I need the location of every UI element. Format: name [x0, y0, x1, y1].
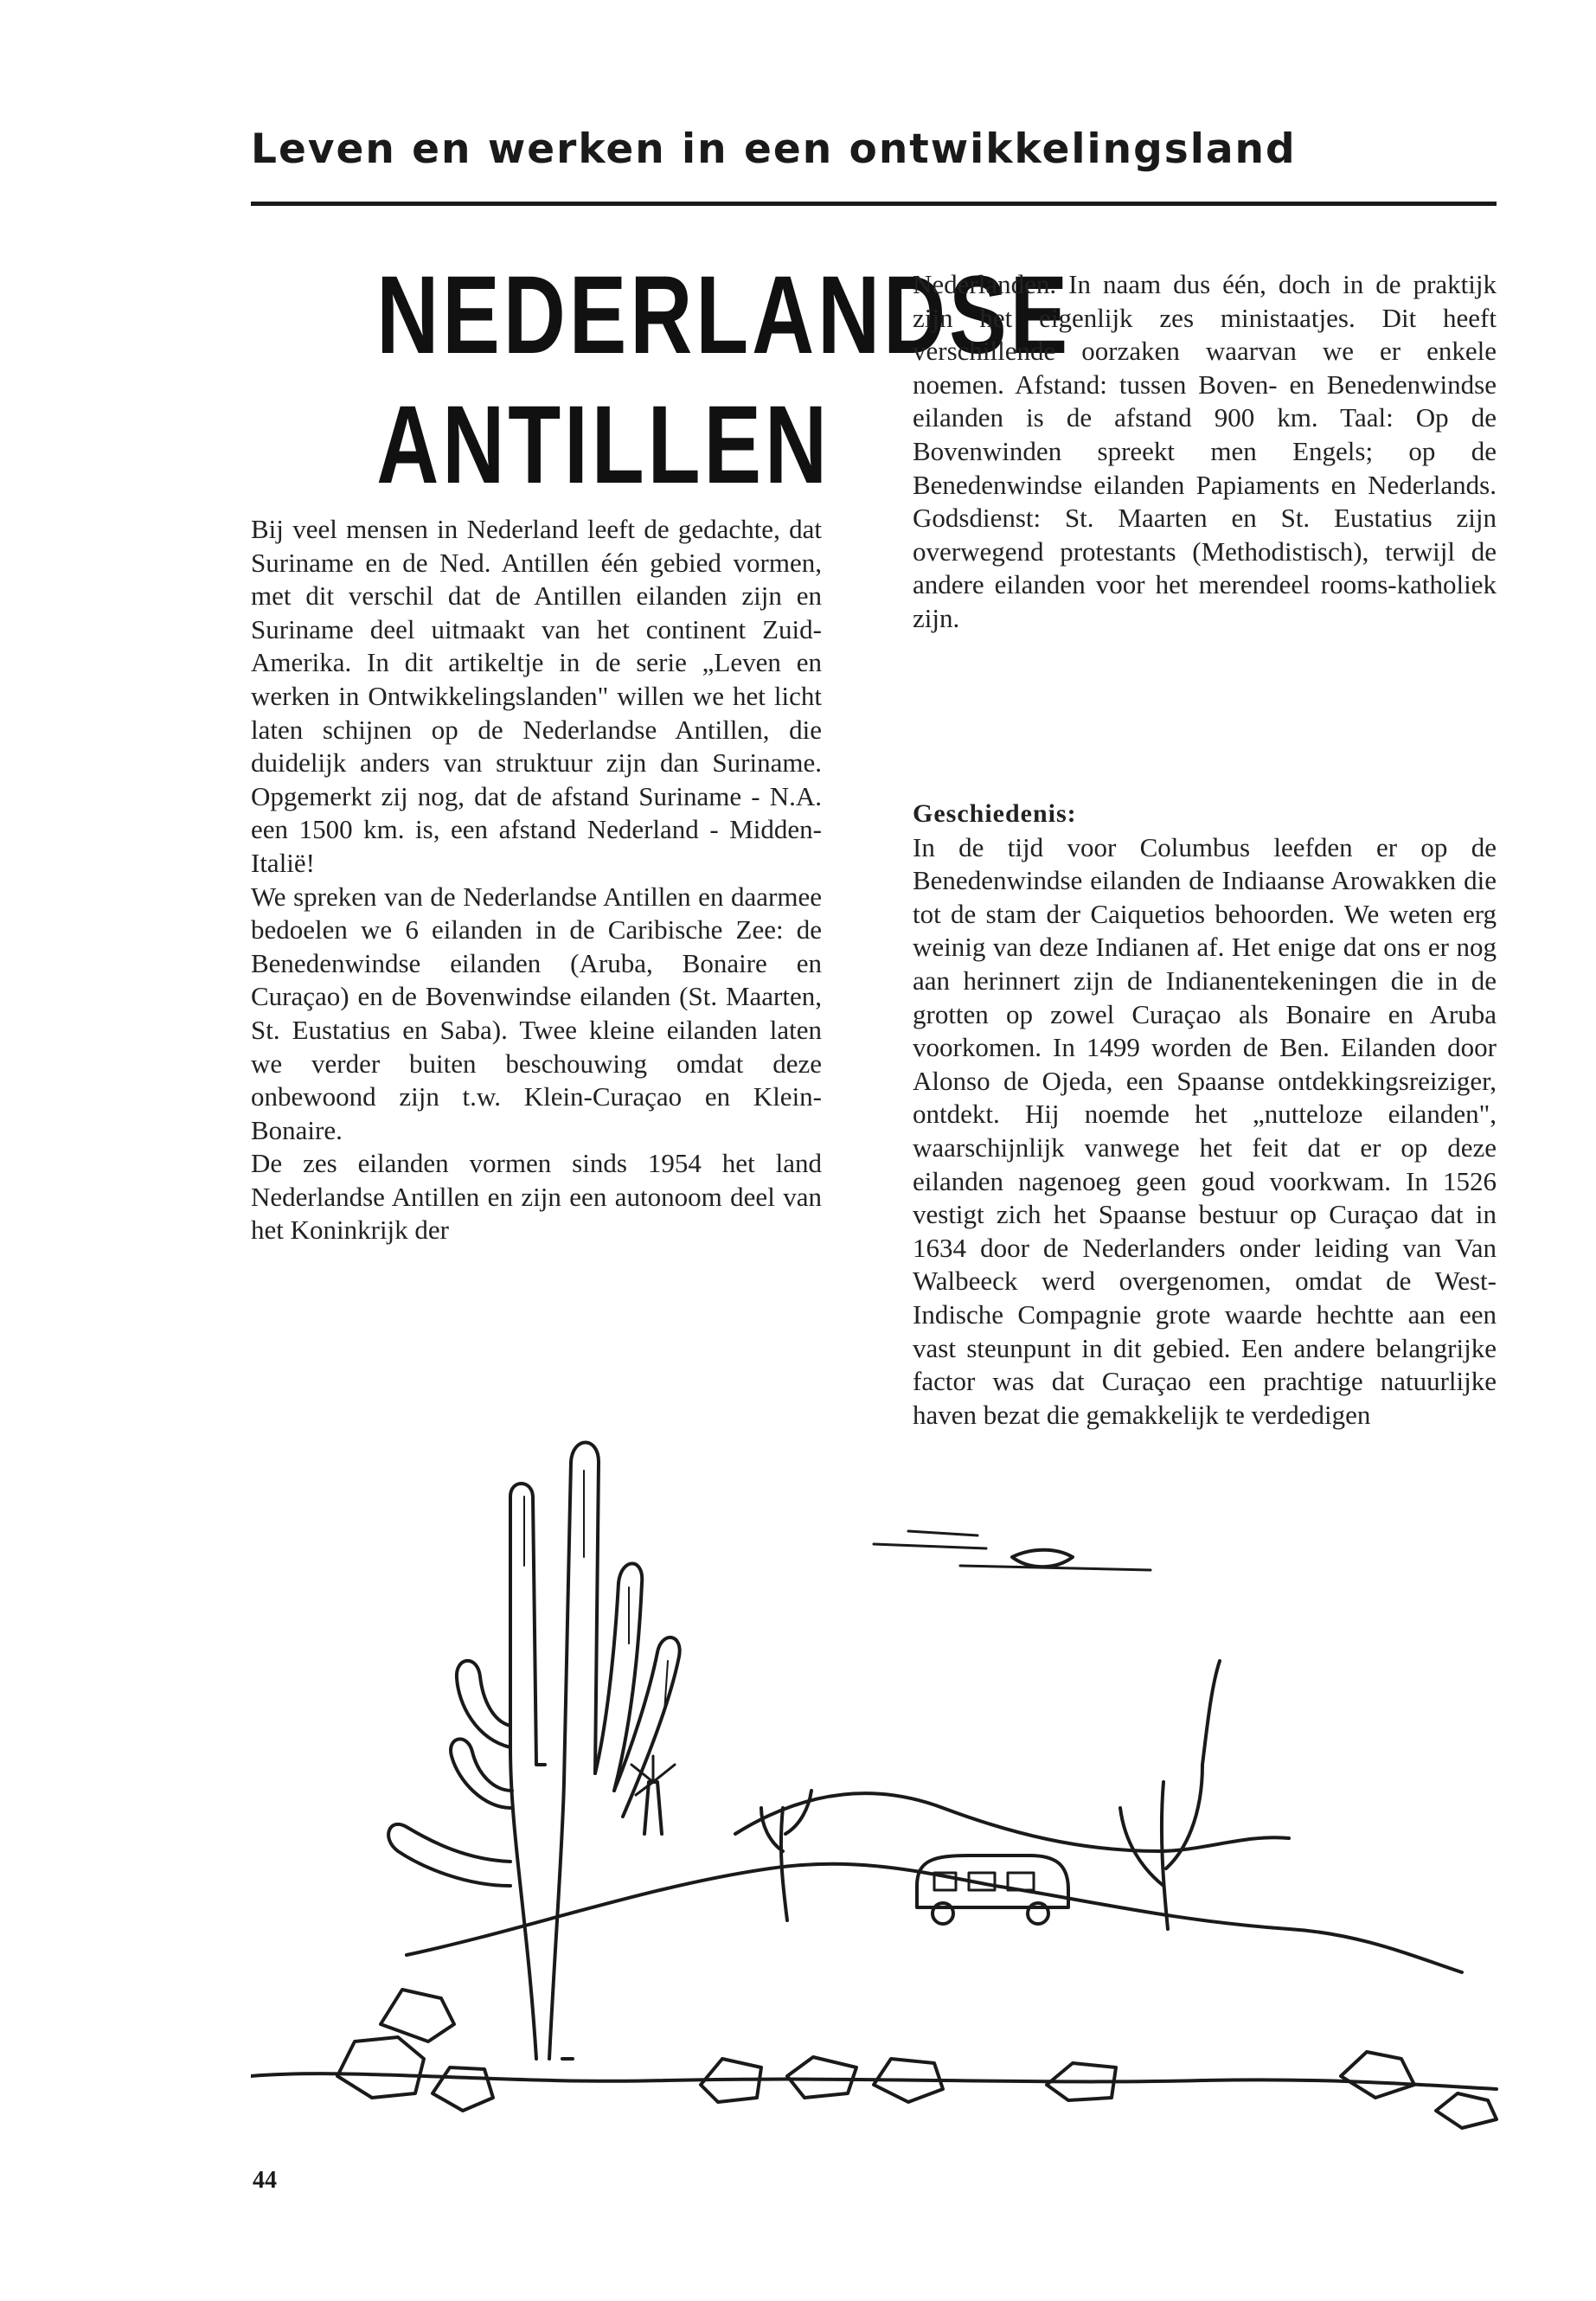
landscape-illustration — [251, 1401, 1505, 2180]
right-column-bottom — [913, 798, 1497, 1432]
right-column-top — [913, 268, 1497, 636]
car-icon — [917, 1856, 1068, 1924]
airplane-icon — [874, 1531, 1151, 1570]
small-cactus-icon — [1120, 1661, 1220, 1929]
title-line-2: ANTILLEN — [376, 383, 830, 507]
windmill-icon — [631, 1756, 675, 1834]
intro-paragraph: We spreken van de Nederlandse Antillen en daarmee bedoelen we 6 eilanden in de Caribische Zee: de Benedenwindse eilanden (Aruba, Bonaire en Curaçao) en de Bovenwindse eilanden (St. Maarten, St. Eustatius en Saba). Twee kleine eilanden laten we verder buiten beschouwing omdat deze onbewoond zijn t.w. Klein-Curaçao en Klein-Bonaire. — [251, 881, 822, 1145]
page-number: 44 — [253, 2167, 277, 2194]
title-line-1: NEDERLANDSE — [376, 253, 1072, 377]
left-column — [251, 513, 822, 1247]
big-cactus-icon — [388, 1443, 680, 2060]
background-hill — [735, 1793, 1289, 1851]
rock-icon — [787, 2057, 856, 2098]
running-head: Leven en werken in een ontwikkelingsland — [251, 125, 1297, 173]
history-paragraph: In de tijd voor Columbus leefden er op de Benedenwindse eilanden de Indiaanse Arowakken die tot de stam der Caiquetios behoorden. We weten erg weinig van deze Indianen af. Het enige dat ons er nog aan herinnert zijn de Indianentekeningen die in de grotten op zowel Curaçao als Bonaire en Aruba voorkomen. In 1499 worden de Ben. Eilanden door Alonso de Ojeda, een Spaanse ontdekkingsreiziger, ontdekt. Hij noemde het „nutteloze eilanden", waarschijnlijk vanwege het feit dat er op deze eilanden nagenoeg geen goud voorkwam. In 1526 vestigt zich het Spaanse bestuur op Curaçao dat in 1634 door de Nederlanders onder leiding van Van Walbeeck werd overgenomen, omdat de West-Indische Compagnie grote waarde hechtte aan een vast steunpunt in dit gebied. Een andere belangrijke factor was dat Curaçao een prachtige natuurlijke haven bezat die gemakkelijk te verdedigen — [913, 831, 1497, 1430]
rock-icon — [1436, 2093, 1497, 2128]
article-title — [251, 251, 1072, 510]
intro-paragraph: De zes eilanden vormen sinds 1954 het land Nederlandse Antillen en zijn een autonoom deel van het Koninkrijk der — [251, 1148, 822, 1246]
continued-paragraph: Nederlanden. In naam dus één, doch in de praktijk zijn het eigenlijk zes ministaatjes. Dit heeft verschillende oorzaken waarvan we er enkele noemen. Afstand: tussen Boven- en Benedenwindse eilanden is de afstand 900 km. Taal: Op de Bovenwinden spreekt men Engels; op de Benedenwindse eilanden Papiaments en Nederlands. Godsdienst: St. Maarten en St. Eustatius zijn overwegend protestants (Methodistisch), terwijl de andere eilanden voor het merendeel rooms-katholiek zijn. — [913, 269, 1497, 633]
rock-icon — [433, 2067, 493, 2111]
header-rule — [251, 202, 1497, 206]
rock-icon — [1341, 2052, 1414, 2098]
rock-icon — [337, 2037, 424, 2098]
rock-icon — [381, 1990, 454, 2041]
history-heading: Geschiedenis: — [913, 799, 1077, 828]
intro-paragraph: Bij veel mensen in Nederland leeft de gedachte, dat Suriname en de Ned. Antillen één gebied vormen, met dit verschil dat de Antillen eilanden zijn en Suriname deel uitmaakt van het continent Zuid-Amerika. In dit artikeltje in de serie „Leven en werken in Ontwikkelingslanden" willen we het licht laten schijnen op de Nederlandse Antillen, die duidelijk anders van struktuur zijn dan Suriname. Opgemerkt zij nog, dat de afstand Suriname - N.A. een 1500 km. is, een afstand Nederland - Midden-Italië! — [251, 514, 822, 878]
